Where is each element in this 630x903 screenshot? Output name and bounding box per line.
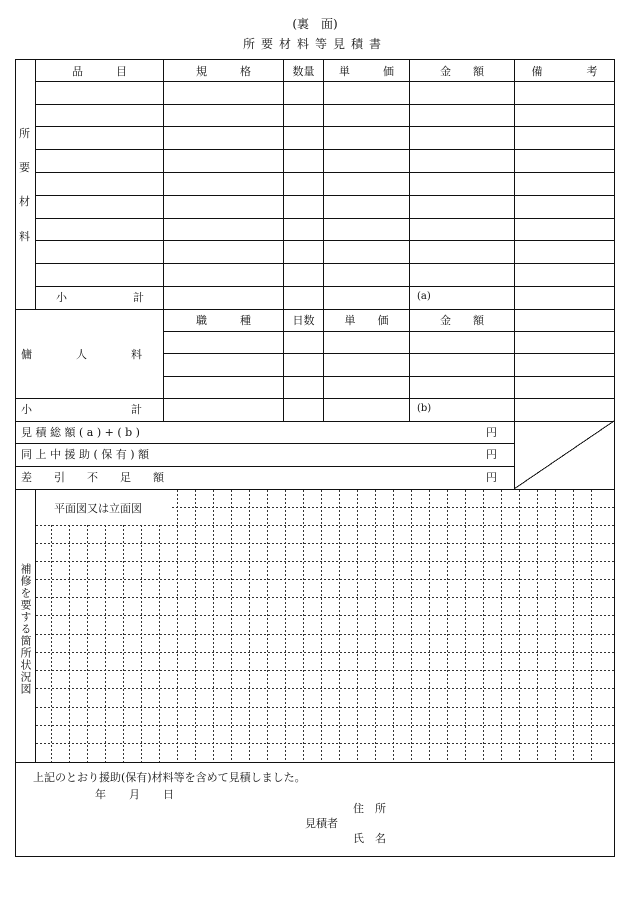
estimator-label: 見積者 xyxy=(305,817,338,830)
col-header-job: 職 種 xyxy=(196,314,251,327)
col-header-days: 日数 xyxy=(292,314,315,327)
materials-subtotal-mark: (a) xyxy=(417,291,431,302)
address-label: 住 所 xyxy=(353,802,386,815)
materials-label-char-2: 要 xyxy=(19,161,30,174)
labor-label: 傭 人 料 xyxy=(21,348,142,361)
labor-subtotal-label: 小 計 xyxy=(21,403,142,416)
aid-amount-label: 同 上 中 援 助 ( 保 有 ) 額 xyxy=(21,448,150,461)
page-title: 所要材料等見積書 xyxy=(242,37,387,51)
diagram-grid-title: 平面図又は立面図 xyxy=(54,502,142,515)
labor-subtotal-mark: (b) xyxy=(417,403,432,414)
date-year: 年 xyxy=(95,788,106,801)
name-label: 氏 名 xyxy=(353,832,386,845)
col-header-item: 品 目 xyxy=(72,65,127,78)
col-header-unit-price: 単 価 xyxy=(339,65,394,78)
footer-statement: 上記のとおり援助(保有)材料等を含めて見積しました。 xyxy=(33,771,306,784)
col-header-labor-unit-price: 単 価 xyxy=(344,314,389,327)
col-header-spec: 規 格 xyxy=(196,65,251,78)
col-header-remarks: 備 考 xyxy=(531,65,598,78)
col-header-labor-amount: 金 額 xyxy=(440,314,484,327)
diagram-side-label: 補修を要する箇所状況図 xyxy=(19,563,32,695)
shortfall-unit: 円 xyxy=(486,471,497,484)
side-label: (裏 面) xyxy=(292,17,338,31)
materials-subtotal-label: 小 計 xyxy=(56,291,144,304)
date-month: 月 xyxy=(129,788,140,801)
col-header-qty: 数量 xyxy=(292,65,315,78)
date-day: 日 xyxy=(163,788,174,801)
materials-label-char-4: 料 xyxy=(19,230,30,243)
materials-label-char-1: 所 xyxy=(19,127,30,140)
total-estimate-label: 見 積 総 額 ( a ) + ( b ) xyxy=(21,426,140,439)
col-header-amount: 金 額 xyxy=(440,65,484,78)
shortfall-label: 差 引 不 足 額 xyxy=(21,471,164,484)
materials-label-char-3: 材 xyxy=(19,195,30,208)
sketch-grid xyxy=(36,490,614,762)
aid-amount-unit: 円 xyxy=(486,448,497,461)
total-estimate-unit: 円 xyxy=(486,426,497,439)
diagonal-slash xyxy=(514,421,614,489)
